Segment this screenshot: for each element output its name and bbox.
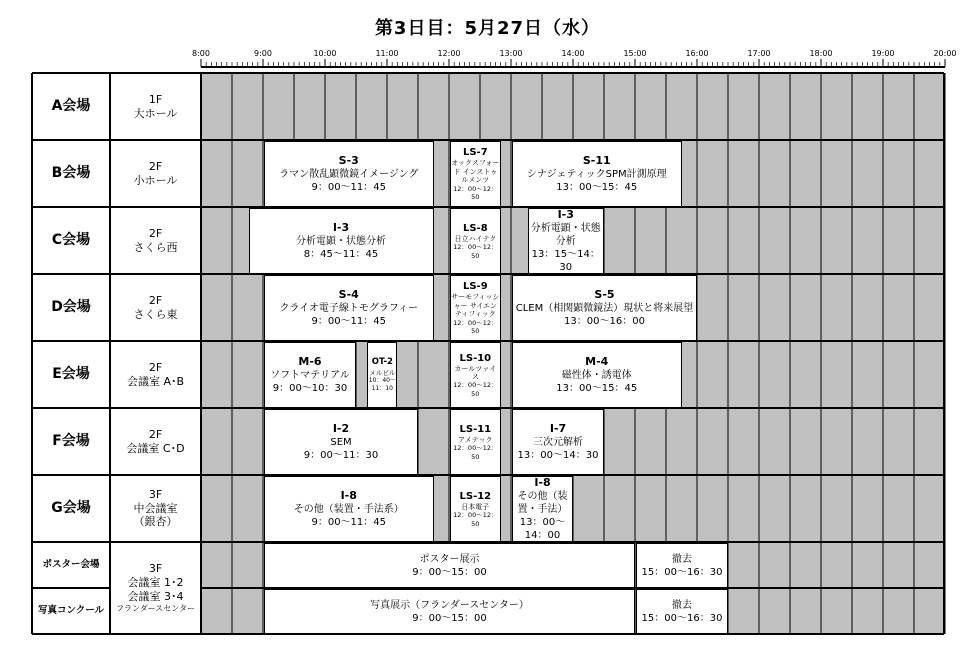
session-code: S-11 [582, 153, 611, 167]
session-code: I-8 [534, 476, 551, 489]
session-name: クライオ電子線トモグラフィー [279, 303, 419, 315]
session-block [264, 409, 418, 475]
session-name: 日立ハイテク [454, 234, 497, 243]
photo-contest-name: 写真コンクール [37, 605, 105, 617]
session-name: 三次元解析 [533, 437, 583, 449]
session-time: 12：00～12：50 [453, 381, 498, 398]
location-line: さくら東 [133, 307, 178, 321]
time-tick-label: 15:00 [623, 49, 647, 58]
session-name: 日本電子 [461, 502, 490, 511]
session-code: LS-11 [459, 423, 492, 435]
session-time: 13：00～15：45 [556, 182, 638, 194]
hall-name: C会場 [51, 231, 91, 248]
special-location [110, 542, 201, 634]
hall-name: B会場 [51, 164, 91, 181]
session-time: 9：00～11：30 [303, 450, 379, 462]
session-block [367, 342, 397, 408]
session-name: その他（装置・手法系） [293, 504, 404, 516]
hall-location [110, 408, 201, 475]
session-block [249, 208, 434, 274]
location-line: 2F [148, 427, 163, 441]
location-line: 1F [148, 92, 163, 106]
session-time: 10：40～ 11：10 [368, 376, 396, 392]
hall-location [110, 341, 201, 408]
session-code: S-5 [594, 287, 615, 301]
session-name: 磁性体・誘電体 [561, 370, 632, 382]
session-name: その他（装 置・手法） [517, 491, 568, 516]
location-line: 2F [148, 159, 163, 173]
hall-location [110, 73, 201, 140]
session-code: I-3 [332, 220, 350, 234]
session-time: 9：00～15：00 [412, 612, 487, 624]
session-name: シナジェティックSPM計測原理 [526, 169, 667, 181]
session-code: I-2 [332, 421, 350, 435]
session-block [528, 208, 605, 274]
time-tick-label: 13:00 [499, 49, 523, 58]
time-tick-label: 8:00 [192, 49, 210, 58]
session-name: SEM [330, 437, 352, 449]
session-code: OT-2 [371, 357, 393, 368]
session-block [264, 476, 434, 542]
hall-name: A会場 [51, 97, 91, 114]
hall-name: E会場 [52, 365, 90, 382]
time-tick-label: 10:00 [313, 49, 337, 58]
time-tick-label: 14:00 [561, 49, 585, 58]
session-time: 13：00～14：30 [517, 450, 599, 462]
time-tick-label: 20:00 [933, 49, 957, 58]
session-code: I-8 [340, 488, 357, 502]
session-code: LS-10 [459, 352, 492, 364]
session-block [512, 476, 573, 542]
location-line: 大ホール [133, 106, 178, 120]
location-line: 会議室 1･2 [127, 576, 184, 590]
session-name: 撤去 [672, 599, 692, 611]
session-time: 9：00～11：45 [311, 182, 387, 194]
session-code: S-3 [338, 153, 359, 167]
session-name: アメテック [458, 435, 493, 444]
session-time: 12：00～12：50 [453, 444, 498, 461]
session-block [450, 342, 501, 408]
hall-name: F会場 [52, 432, 90, 449]
location-line: 2F [148, 360, 163, 374]
hall-location [110, 475, 201, 542]
session-block [450, 141, 501, 207]
location-line: 3F [148, 487, 163, 501]
session-name: ソフトマテリアル [270, 370, 350, 382]
session-time: 15：00～16：30 [641, 612, 723, 624]
location-line: （銀杏） [133, 515, 178, 529]
session-code: I-7 [549, 421, 567, 435]
session-block [636, 543, 728, 588]
session-name: 分析電顕・状態分析 [296, 236, 386, 248]
time-tick-label: 11:00 [375, 49, 399, 58]
session-time: 8：45～11：45 [303, 249, 379, 261]
hall-location [110, 140, 201, 207]
location-line: 会議室 A･B [126, 374, 185, 388]
time-tick-label: 12:00 [437, 49, 461, 58]
session-name: オックスフォード インストゥルメンツ [451, 159, 500, 185]
session-code: LS-7 [462, 147, 488, 159]
session-code: S-4 [338, 287, 359, 301]
session-code: M-4 [585, 354, 609, 368]
session-name: CLEM（相関顕微鏡法）現状と将来展望 [515, 303, 694, 315]
location-line: 2F [148, 293, 163, 307]
location-line: 2F [148, 226, 163, 240]
session-block [512, 141, 682, 207]
session-block [512, 342, 682, 408]
page-title: 第3日目：5月27日（水） [374, 18, 601, 39]
session-name: 分析電顕・状態 分析 [530, 223, 601, 248]
time-tick-label: 17:00 [747, 49, 771, 58]
session-time: 13：00～15：45 [556, 383, 638, 395]
time-tick-label: 19:00 [871, 49, 895, 58]
time-tick-label: 9:00 [254, 49, 272, 58]
location-line: さくら西 [133, 240, 178, 254]
time-tick-label: 18:00 [809, 49, 833, 58]
session-block [264, 275, 434, 341]
session-block [450, 208, 501, 274]
session-block [264, 342, 356, 408]
location-line: フランダースセンター [116, 603, 195, 613]
session-time: 9：00～11：45 [311, 517, 387, 529]
session-code: M-6 [298, 354, 322, 368]
session-code: LS-12 [459, 490, 492, 502]
session-name: カールツァイス [454, 364, 497, 382]
session-name: 写真展示（フランダースセンター） [370, 599, 529, 611]
session-time: 9：00～10：30 [272, 383, 348, 395]
session-block [264, 141, 434, 207]
location-line: 3F [148, 562, 163, 576]
time-tick-label: 16:00 [685, 49, 709, 58]
session-time: 12：00～12：50 [453, 511, 498, 528]
session-code: I-3 [557, 208, 574, 221]
hall-name: D会場 [51, 298, 91, 315]
location-line: 会議室 3･4 [127, 589, 184, 603]
session-block [264, 589, 635, 634]
session-time: 15：00～16：30 [641, 566, 723, 578]
hall-location [110, 274, 201, 341]
session-block [264, 543, 635, 588]
session-block [512, 275, 697, 341]
session-name: 撤去 [672, 553, 692, 565]
session-name: サーモフィッシャー サイエンティフィック [451, 293, 500, 319]
location-line: 中会議室 [133, 501, 178, 515]
session-time: 9：00～11：45 [311, 316, 387, 328]
session-block [450, 476, 501, 542]
hall-location [110, 207, 201, 274]
session-block [450, 409, 501, 475]
session-time: 12：00～12：50 [453, 184, 498, 202]
session-block [512, 409, 604, 475]
session-name: ラマン散乱顕微鏡イメージング [279, 169, 419, 181]
session-name: ポスター展示 [419, 553, 480, 565]
hall-name: G会場 [51, 499, 91, 516]
session-time: 12：00～12：50 [453, 243, 498, 260]
session-time: 12：00～12：50 [453, 318, 498, 336]
session-name: メルビル [369, 368, 396, 377]
poster-hall-name: ポスター会場 [42, 559, 100, 571]
session-code: LS-8 [462, 222, 488, 234]
session-block [450, 275, 501, 341]
location-line: 会議室 C･D [126, 441, 185, 455]
location-line: 小ホール [133, 173, 178, 187]
session-time: 9：00～15：00 [412, 566, 487, 578]
session-time: 13：00～16：00 [564, 316, 645, 328]
session-block [636, 589, 728, 634]
session-time: 13：15～14：30 [531, 249, 600, 274]
session-code: LS-9 [462, 281, 488, 293]
session-time: 13：00～14：00 [519, 517, 566, 542]
